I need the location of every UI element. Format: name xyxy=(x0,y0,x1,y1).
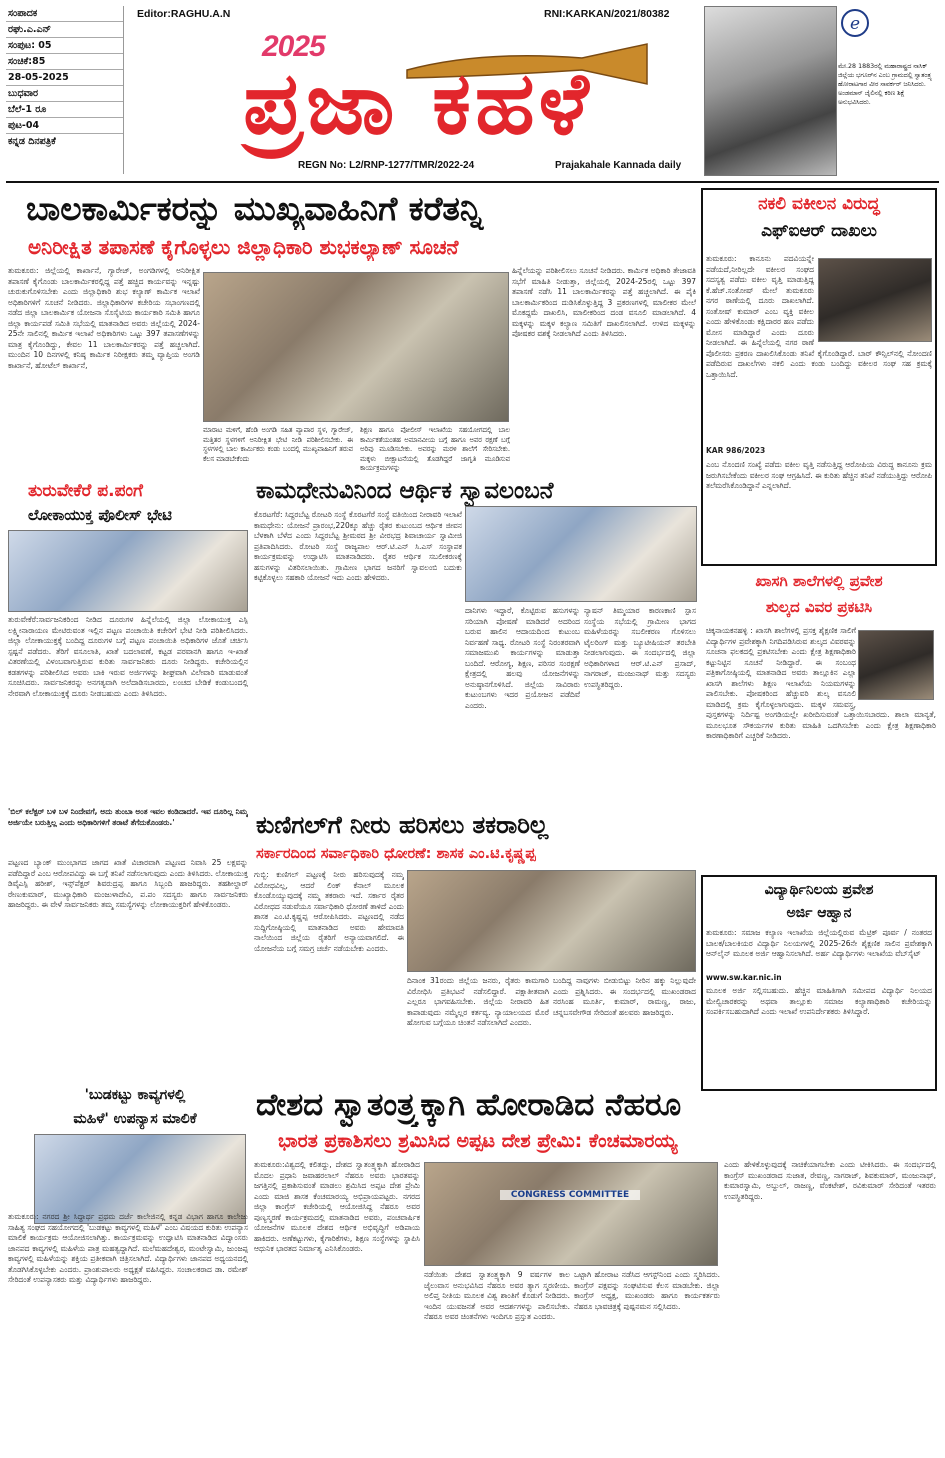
masthead-info-line: ಸಂಪುಟ: 05 xyxy=(6,38,123,54)
masthead-info-line: ರಘು.ಎ.ಎನ್ xyxy=(6,22,123,38)
article-body: ತುಮಕೂರು: ಜಿಲ್ಲೆಯಲ್ಲಿ ಕಾರ್ಖಾನೆ, ಗ್ಯಾರೇಜ್, ಅಂಗಡಿಗಳಲ್ಲಿ ಅನಿರೀಕ್ಷಿತ ತಪಾಸಣೆ ಕೈಗೊಂಡು ಬಾಲಕಾರ್ಮಿಕರಲ್ಲಿದ್ದ ಪತ್ತೆ ಹಚ್ಚಿದ ಕಾರ್ಯವನ್ನು ಇನ್ನಷ್ಟು ಚುರುಕುಗೊಳಿಸಬೇಕು ಎಂದು ಜಿಲ್ಲಾಧಿಕಾರಿ ಶುಭ ಕಲ್ಯಾಣ್ ಕಾರ್ಮಿಕ ಇಲಾಖೆ ಅಧಿಕಾರಿಗಳಿಗೆ ಸೂಚನೆ ನೀಡಿದರು. ಜಿಲ್ಲಾಧಿಕಾರಿಗಳ ಕಚೇರಿಯ ಸಭಾಂಗಣದಲ್ಲಿ ನಡೆದ ಜಿಲ್ಲಾ ಬಾಲಕಾರ್ಮಿಕ ಯೋಜನಾ ಸೊಸೈಟಿಯ ಕಾರ್ಯಕಾರಿ ಸಮಿತಿ ಹಾಗೂ ಜಿಲ್ಲಾ ಕಾರ್ಯಪಡೆ ಸಮಿತಿ ಸಭೆಯಲ್ಲಿ ಮಾತನಾಡಿದ ಅವರು ಜಿಲ್ಲೆಯಲ್ಲಿ 2024-25ನೇ ಸಾಲಿನಲ್ಲಿ ಕಾರ್ಮಿಕ ಇಲಾಖೆ ಅಧಿಕಾರಿಗಳು ಒಟ್ಟು 397 ತಪಾಸಣೆಗಳನ್ನು ಮಾತ್ರ ಕೈಗೊಂಡಿದ್ದು, ಕೇವಲ 11 ಬಾಲಕಾರ್ಮಿಕರನ್ನು ಪತ್ತೆ ಹಚ್ಚಲಾಗಿದೆ. ಮುಂದಿನ 10 ದಿನಗಳಲ್ಲಿ ಕನಿಷ್ಠ ಕಾರ್ಮಿಕ ನಿರೀಕ್ಷಕರು ತಮ್ಮ ವ್ಯಾಪ್ತಿಯ ಅಂಗಡಿ ಕಾರ್ಖಾನೆ, ಹೋಟೆಲ್ ಕಾರ್ಖಾನೆ, xyxy=(8,266,200,370)
article-body: ಬಂದಿದ್ದ ನಾವುಗಳು ಬೀಡುಬಿಟ್ಟು ನೀರಿನ ಹಕ್ಕು ನಿಲ್ಲುವುದೇ ಎಂದು ಪ್ರಶ್ನಿಸಿದರು. ಈ ಸಂದರ್ಭದಲ್ಲಿ ಮುಖಂಡರಾದ ನರಸಿಂಹ ಮೂರ್ತಿ, ಕುಮಾರ್, ರಾಮಣ್ಣ, ರಾಜು, ಚನ್ನಬಸವೇಗೌಡ ಸೇರಿದಂತೆ ಹಲವರು ಹಾಜರಿದ್ದರು. xyxy=(553,976,696,1017)
article-body: ತುಮಕೂರು: ಸಮಾಜ ಕಲ್ಯಾಣ ಇಲಾಖೆಯ ಜಿಲ್ಲೆಯಲ್ಲಿರುವ ಮೆಟ್ರಿಕ್ ಪೂರ್ವ / ನಂತರದ ಬಾಲಕ/ಬಾಲಕಿಯರ ವಿದ್ಯಾರ್ಥಿ ನಿಲಯಗಳಲ್ಲಿ 2025-26ನೇ ಶೈಕ್ಷಣಿಕ ಸಾಲಿನ ಪ್ರವೇಶಕ್ಕಾಗಿ ಆನ್‌ಲೈನ್ ಮೂಲಕ ಅರ್ಜಿ ಆಹ್ವಾನಿಸಲಾಗಿದೆ. ಅರ್ಹ ವಿದ್ಯಾರ್ಥಿಗಳು ಇಲಾಖೆಯ ವೆಬ್‌ಸೈಟ್ xyxy=(706,928,932,958)
article-body: ಪಟ್ಟಣದ ಬ್ಯಾಂಕ್ ಮುಂಭಾಗದ ಜಾಗದ ಖಾತೆ ವಿಚಾರವಾಗಿ ಪಟ್ಟಣದ ನಿವಾಸಿ 25 ಲಕ್ಷವನ್ನು ಪಡೆದಿದ್ದಾರೆ ಎಂಬ ಆರೋಪವಿದ್ದು ಈ ಬಗ್ಗೆ ತನಿಖೆ ನಡೆಸಲಾಗುವುದು ಎಂದು ತಿಳಿಸಿದರು. ಲೋಕಾಯುಕ್ತ ಡಿವೈಎಸ್ಪಿ ಹರೀಶ್, ಇನ್ಸ್‌ಪೆಕ್ಟರ್ ಶಿವರುದ್ರಪ್ಪ ಹಾಗೂ ಸಿಬ್ಬಂದಿ ಹಾಜರಿದ್ದರು. ತಹಶೀಲ್ದಾರ್ ರೇಣುಕುಮಾರ್, ಮುಖ್ಯಾಧಿಕಾರಿ ಮಂಜುಳಾದೇವಿ, ಪ.ಪಂ ಸದಸ್ಯರು ಹಾಗೂ ಸಾರ್ವಜನಿಕರು ಹಾಜರಿದ್ದರು. ಈ ವೇಳೆ ಸಾರ್ವಜನಿಕರು ತಮ್ಮ ಸಮಸ್ಯೆಗಳನ್ನು ಲೋಕಾಯುಕ್ತರಿಗೆ ಹೇಳಿಕೊಂಡರು. xyxy=(8,858,248,909)
mla-press-photo xyxy=(407,870,696,972)
quote-text: 'ಬಿಲ್ ಕಲೆಕ್ಟರ್ ಬಳಿ ಬಳ ನಿಂದೇವಗೆ, ಅದು ತುಂಬಾ ಅಂತ ಇವಲ ಕಂಡಿದಾದರೆ. ಇವ ದೂರಿಲ್ಲ ನಿಮ್ಮ ಅರ್ಜಿಯೇ ಬರುತ್ತಿಲ್ಲ ಎಂದು ಅಧಿಕಾರಿಗಳಿಗೆ ತರಾಟೆ ತೆಗೆದುಕೊಂಡರು.' xyxy=(8,807,248,827)
article-body: ತುಮಕೂರು:ವಿಶ್ವದಲ್ಲಿ ಕಲಿತದ್ದು, ದೇಶದ ಸ್ವಾತಂತ್ರ್ಯಕ್ಕಾಗಿ ಹೋರಾಡಿದ ಮೊದಲ ಪ್ರಧಾನಿ ಜವಾಹರಲಾಲ್ ನೆಹರೂ ಅವರು ಭಾರತವನ್ನು ಜಗತ್ತಿನಲ್ಲಿ ಪ್ರಕಾಶಿಸುವಂತೆ ಮಾಡಲು ಶ್ರಮಿಸಿದ ಅಪ್ಪಟ ದೇಶ ಪ್ರೇಮಿ ಎಂದು ಮಾಜಿ ಶಾಸಕ ಕೆಂಚಮಾರಯ್ಯ ಅಭಿಪ್ರಾಯಪಟ್ಟರು. ನಗರದ ಜಿಲ್ಲಾ ಕಾಂಗ್ರೆಸ್ ಕಚೇರಿಯಲ್ಲಿ ಆಯೋಜಿಸಿದ್ದ ನೆಹರೂ ಅವರ ಪುಣ್ಯಸ್ಮರಣೆ ಕಾರ್ಯಕ್ರಮದಲ್ಲಿ ಮಾತನಾಡಿದ ಅವರು, ಪಂಚವಾರ್ಷಿಕ ಯೋಜನೆಗಳ ಮೂಲಕ ದೇಶದ ಆರ್ಥಿಕ ಅಭಿವೃದ್ಧಿಗೆ ಅಡಿಪಾಯ ಹಾಕಿದರು. ಅಣೆಕಟ್ಟುಗಳು, ಕೈಗಾರಿಕೆಗಳು, ಶಿಕ್ಷಣ ಸಂಸ್ಥೆಗಳನ್ನು ಸ್ಥಾಪಿಸಿ ಆಧುನಿಕ ಭಾರತದ ನಿರ್ಮಾತೃ ಎನಿಸಿಕೊಂಡರು. xyxy=(254,1160,420,1253)
masthead-info-line: ಸಂಪಾದಕ xyxy=(6,6,123,22)
rni-number: RNI:KARKAN/2021/80382 xyxy=(544,8,670,20)
headline-child-labour: ಬಾಲಕಾರ್ಮಿಕರನ್ನು ಮುಖ್ಯವಾಹಿನಿಗೆ ಕರೆತನ್ನಿ xyxy=(26,189,483,228)
subheadline-private-schools: ಶುಲ್ಕದ ವಿವರ ಪ್ರಕಟಿಸಿ xyxy=(765,598,873,616)
edition-year: 2025 xyxy=(262,30,325,63)
subheadline-turuvekere: ಲೋಕಾಯುಕ್ತ ಪೊಲೀಸ್ ಭೇಟಿ xyxy=(28,506,172,524)
editor-name: Editor:RAGHU.A.N xyxy=(137,8,231,20)
article-body: ಹಿನ್ನೆಲೆಯನ್ನು ಪರಿಶೀಲಿಸಲು ಸೂಚನೆ ನೀಡಿದರು. ಕಾರ್ಮಿಕ ಅಧಿಕಾರಿ ತೇಜಾವತಿ ಸಭೆಗೆ ಮಾಹಿತಿ ನೀಡುತ್ತಾ, ಜಿಲ್ಲೆಯಲ್ಲಿ 2024-25ರಲ್ಲಿ ಒಟ್ಟು 397 ತಪಾಸಣೆ ನಡೆಸಿ 11 ಬಾಲಕಾರ್ಮಿಕರನ್ನು ಪತ್ತೆ ಹಚ್ಚಲಾಗಿದೆ. ಈ ಪೈಕಿ ಬಾಲಕಾರ್ಮಿಕರಿಂದ ದುಡಿಸಿಕೊಳ್ಳುತ್ತಿದ್ದ 3 ಪ್ರಕರಣಗಳಲ್ಲಿ ಮಾಲೀಕರ ಮೇಲೆ ಮೊಕದ್ದಮೆ ದಾಖಲಿಸಿ, ಮಾಲೀಕರಿಂದ ದಂಡ ವಸೂಲಿ ಮಾಡಲಾಗಿದೆ. 4 ಮಕ್ಕಳನ್ನು ಮಕ್ಕಳ ಕಲ್ಯಾಣ ಸಮಿತಿಗೆ ದಾಖಲಿಸಲಾಗಿದೆ. ಉಳಿದ ಮಕ್ಕಳನ್ನು ಪೋಷಕರ ವಶಕ್ಕೆ ನೀಡಲಾಗಿದೆ ಎಂದು ತಿಳಿಸಿದರು. xyxy=(512,266,696,338)
article-body xyxy=(706,254,932,442)
headline-kunigal: ಕುಣಿಗಲ್‌ಗೆ ನೀರು ಹರಿಸಲು ತಕರಾರಿಲ್ಲ xyxy=(256,811,549,839)
congress-banner-text: CONGRESS COMMITTEE xyxy=(500,1190,640,1200)
article-body: ತುರುವೇಕೆರೆ:ಸಾರ್ವಜನಿಕರಿಂದ ನೀಡಿದ ದೂರುಗಳ ಹಿನ್ನೆಲೆಯಲ್ಲಿ ಜಿಲ್ಲಾ ಲೋಕಾಯುಕ್ತ ಎಸ್ಪಿ ಲಕ್ಷ್ಮೀನಾರಾಯಣ ಮೇಟಿರುವಂತ ಇಲ್ಲಿನ ಪಟ್ಟಣ ಪಂಚಾಯಿತಿ ಕಚೇರಿಗೆ ಭೇಟಿ ನೀಡಿ ಪರಿಶೀಲಿಸಿದರು. ಜಿಲ್ಲಾ ಲೋಕಾಯುಕ್ತಕ್ಕೆ ಬಂದಿದ್ದ ದೂರುಗಳ ಬಗ್ಗೆ ಪಟ್ಟಣ ಪಂಚಾಯಿತಿ ಅಧಿಕಾರಿಗಳ ಜೊತೆ ಚರ್ಚಿಸಿ ಸ್ಪಷ್ಟನೆ ಪಡೆದರು. ತೆರಿಗೆ ವಸೂಲಾತಿ, ಖಾತೆ ಬದಲಾವಣೆ, ಕಟ್ಟಡ ಪರವಾನಗಿ ಹಾಗೂ ಇ-ಖಾತೆ ವಿತರಣೆಯಲ್ಲಿ ವಿಳಂಬವಾಗುತ್ತಿರುವ ಕುರಿತು ಸಾರ್ವಜನಿಕರು ದೂರು ನೀಡಿದ್ದರು. ಕಚೇರಿಯಲ್ಲಿನ ಕಡತಗಳನ್ನು ಪರಿಶೀಲಿಸಿದ ಅವರು ಬಾಕಿ ಇರುವ ಅರ್ಜಿಗಳನ್ನು ಶೀಘ್ರವಾಗಿ ವಿಲೇವಾರಿ ಮಾಡುವಂತೆ ಸೂಚಿಸಿದರು. ಸಾರ್ವಜನಿಕರನ್ನು ಅನಗತ್ಯವಾಗಿ ಅಲೆದಾಡಿಸಬಾರದು, ಲಂಚದ ಬೇಡಿಕೆ ಕಂಡುಬಂದಲ್ಲಿ ನೇರವಾಗಿ ಲೋಕಾಯುಕ್ತಕ್ಕೆ ದೂರು ನೀಡಬಹುದು ಎಂದು ತಿಳಿಸಿದರು. xyxy=(8,615,248,698)
article-body: ನ್ಯಾಷನ್ ತಿಮ್ಮಯಾರ ಕಾರಣಕಾಣಿ ಸ್ಪಾಸ ಸಂಸ್ಥೆಯ ಸಭೆಯಲ್ಲಿ ಗ್ರಾಮೀಣ ಭಾಗದ ಮಹಿಳೆಯರನ್ನು ಸಬಲೀಕರಣ ಗೊಳಿಸಲು ಟೈಲರಿಂಗ್ ಮತ್ತು ಬ್ಯೂಟೀಷಿಯನ್ ತರಬೇತಿ ನೀಡಲಾಗುವುದು. ಈ ಸಂದರ್ಭದಲ್ಲಿ ಜಿಲ್ಲಾ ಅಧಿಕಾರಿಗಳಾದ ಆರ್.ಟಿ.ಎನ್ ಪ್ರಸಾದ್, ನಾಗರಾಜ್, ಮಂಜುನಾಥ್ ಮತ್ತು ಸದಸ್ಯರು ಉಪಸ್ಥಿತರಿದ್ದರು. xyxy=(584,606,696,689)
headline-private-schools: ಖಾಸಗಿ ಶಾಲೆಗಳಲ್ಲಿ ಪ್ರವೇಶ xyxy=(755,572,883,590)
hostel-subheadline: ಅರ್ಜಿ ಆಹ್ವಾನ xyxy=(786,905,852,921)
subheadline-child-labour: ಅನಿರೀಕ್ಷಿತ ತಪಾಸಣೆ ಕೈಗೊಳ್ಳಲು ಜಿಲ್ಲಾಧಿಕಾರಿ ಶುಭಕಲ್ಯಾಣ್ ಸೂಚನೆ xyxy=(28,235,459,259)
article-body: ಗುಬ್ಬಿ: ಕುಣಿಗಲ್ ಪಟ್ಟಣಕ್ಕೆ ನೀರು ಹರಿಸುವುದಕ್ಕೆ ನಮ್ಮ ವಿರೋಧವಿಲ್ಲ, ಆದರೆ ಲಿಂಕ್ ಕೆನಾಲ್ ಮೂಲಕ ಕೊಂಡೊಯ್ಯುವುದಕ್ಕೆ ನಮ್ಮ ತಕರಾರು ಇದೆ. ಸರ್ಕಾರ ರೈತರ ವಿರೋಧದ ನಡುವೆಯೂ ಸರ್ವಾಧಿಕಾರಿ ಧೋರಣೆ ತಾಳಿದೆ ಎಂದು ಶಾಸಕ ಎಂ.ಟಿ.ಕೃಷ್ಣಪ್ಪ ಆರೋಪಿಸಿದರು. ಪಟ್ಟಣದಲ್ಲಿ ನಡೆದ ಸುದ್ದಿಗೋಷ್ಠಿಯಲ್ಲಿ ಮಾತನಾಡಿದ ಅವರು ಹೇಮಾವತಿ ನಾಲೆಯಿಂದ ಜಿಲ್ಲೆಯ ರೈತರಿಗೆ ಅನ್ಯಾಯವಾಗಲಿದೆ. ಈ ಯೋಜನೆಯ ಬಗ್ಗೆ ಸಮಗ್ರ ಚರ್ಚೆ ನಡೆಯಬೇಕು ಎಂದರು. xyxy=(254,870,404,953)
sidebar-headline-1: ನಕಲಿ ವಕೀಲನ ವಿರುದ್ಧ xyxy=(758,194,880,214)
sidebar-headline-2: ಎಫ್‌ಐಆರ್ ದಾಖಲು xyxy=(761,221,877,241)
article-text: ಚಿಕ್ಕನಾಯಕನಹಳ್ಳಿ : ಖಾಸಗಿ ಶಾಲೆಗಳಲ್ಲಿ ಪ್ರಸಕ್ತ ಶೈಕ್ಷಣಿಕ ಸಾಲಿಗೆ ವಿದ್ಯಾರ್ಥಿಗಳ ಪ್ರವೇಶಕ್ಕಾಗಿ ನಿಗದಿಪಡಿಸಿರುವ ಶುಲ್ಕದ ವಿವರವನ್ನು ಸೂಚನಾ ಫಲಕದಲ್ಲಿ ಪ್ರಕಟಿಸಬೇಕು ಎಂದು ಕ್ಷೇತ್ರ ಶಿಕ್ಷಣಾಧಿಕಾರಿ ಕಟ್ಟುನಿಟ್ಟಿನ ಸೂಚನೆ ನೀಡಿದ್ದಾರೆ. ಈ ಸಂಬಂಧ ಪತ್ರಿಕಾಗೋಷ್ಠಿಯಲ್ಲಿ ಮಾತನಾಡಿದ ಅವರು ತಾಲ್ಲೂಕಿನ ಎಲ್ಲಾ ಖಾಸಗಿ ಶಾಲೆಗಳು ಶಿಕ್ಷಣ ಇಲಾಖೆಯ ನಿಯಮಗಳನ್ನು ಪಾಲಿಸಬೇಕು. ಪೋಷಕರಿಂದ ಹೆಚ್ಚುವರಿ ಶುಲ್ಕ ವಸೂಲಿ ಮಾಡಿದಲ್ಲಿ ಕ್ರಮ ಕೈಗೊಳ್ಳಲಾಗುವುದು. ಮಕ್ಕಳ ಸಮವಸ್ತ್ರ, ಪುಸ್ತಕಗಳನ್ನು ನಿರ್ದಿಷ್ಟ ಅಂಗಡಿಯಲ್ಲೇ ಖರೀದಿಸುವಂತೆ ಒತ್ತಾಯಿಸಬಾರದು. ಶಾಲಾ ಮಾನ್ಯತೆ, ಮೂಲಭೂತ ಸೌಕರ್ಯಗಳ ಕುರಿತು ಮಾಹಿತಿ ಒದಗಿಸಬೇಕು ಎಂದು ಕ್ಷೇತ್ರ ಶಿಕ್ಷಣಾಧಿಕಾರಿ ಕಾರಣಾಧಿಕಾರಿಗೆ ಎಚ್ಚರಿಕೆ ನೀಡಿದರು. xyxy=(706,626,936,740)
portrait-caption: ಮೇ.28 1883ರಲ್ಲಿ ಮಹಾರಾಷ್ಟ್ರದ ನಾಸಿಕ್ ಜಿಲ್ಲೆಯ ಭಗೂರ್‌ನ ಎಂಬ ಗ್ರಾಮದಲ್ಲಿ ಸ್ವಾತಂತ್ರ್ಯ ಹೋರಾಟಗಾರ ವೀರ ಸಾವರ್ಕರ್ ಜನಿಸಿದರು. ಅಂಡಮಾನ್ ಜೈಲಿನಲ್ಲಿ ಕಠಿಣ ಶಿಕ್ಷೆ ಅನುಭವಿಸಿದರು. xyxy=(838,63,933,106)
article-body xyxy=(706,626,936,872)
headline-lecture: 'ಬುಡಕಟ್ಟು ಕಾವ್ಯಗಳಲ್ಲಿ xyxy=(84,1087,186,1103)
headline-nehru: ದೇಶದ ಸ್ವಾತಂತ್ರ್ಯಕ್ಕಾಗಿ ಹೋರಾಡಿದ ನೆಹರೂ xyxy=(256,1087,682,1123)
article-body: ಎಂಬ ನೊಂದಣಿ ಸಂಖ್ಯೆ ಪಡೆದು ವಕೀಲ ವೃತ್ತಿ ನಡೆಸುತ್ತಿದ್ದ ಆರೋಪಿಯ ವಿರುದ್ಧ ಕಾನೂನು ಕ್ರಮ ಜರುಗಿಸಬೇಕೆಂದು ವಕೀಲರ ಸಂಘ ಆಗ್ರಹಿಸಿದೆ. ಈ ಕುರಿತು ಹೆಚ್ಚಿನ ತನಿಖೆ ನಡೆಯುತ್ತಿದ್ದು ಆರೋಪಿ ತಲೆಮರೆಸಿಕೊಂಡಿದ್ದಾನೆ ಎನ್ನಲಾಗಿದೆ. xyxy=(706,460,932,490)
subheadline-nehru: ಭಾರತ ಪ್ರಕಾಶಿಸಲು ಶ್ರಮಿಸಿದ ಅಪ್ಪಟ ದೇಶ ಪ್ರೇಮಿ: ಕೆಂಚಮಾರಯ್ಯ xyxy=(278,1130,678,1152)
lecture-photo xyxy=(34,1134,246,1224)
newspaper-english-name: Prajakahale Kannada daily xyxy=(555,160,682,171)
nehru-memorial-photo xyxy=(424,1162,718,1266)
article-body: ಒಟ್ಟಾಗಿ ಹೋರಾಟ ನಡೆಸಿದ ಆಗಸ್ಟ್‌ನಿಂದ ಎಂದು ಸ್ಮರಿಸಿದರು. ಕಾಂಗ್ರೆಸ್ ಪಕ್ಷವನ್ನು ಸಂಘಟಿಸುವ ಕೆಲಸ ಮಾಡಬೇಕು. ಜಿಲ್ಲಾ ಕಾಂಗ್ರೆಸ್ ಅಧ್ಯಕ್ಷ, ಮುಖಂಡರು ಹಾಗೂ ಕಾರ್ಯಕರ್ತರು ನೆಹರೂ ಭಾವಚಿತ್ರಕ್ಕೆ ಪುಷ್ಪನಮನ ಸಲ್ಲಿಸಿದರು. xyxy=(574,1270,720,1311)
article-body: ದಿನಾಂಕ 31ರಂದು ಜಿಲ್ಲೆಯ ಜನರು, ರೈತರು ಕಾಮಗಾರಿ ವಿರೋಧಿಸಿ ಪ್ರತಿಭಟನೆ ನಡೆಸಲಿದ್ದಾರೆ. ಪಕ್ಷಾತೀತವಾಗಿ ಎಲ್ಲರೂ ಭಾಗವಹಿಸಬೇಕು. ಜಿಲ್ಲೆಯ ನೀರಾವರಿ ಹಿತ ಕಾಪಾಡುವುದು ನಮ್ಮೆಲ್ಲರ ಕರ್ತವ್ಯ. ನ್ಯಾಯಾಲಯದ ಮೊರೆ ಹೋಗುವ ಬಗ್ಗೆಯೂ ಚಿಂತನೆ ನಡೆಸಲಾಗಿದೆ ಎಂದರು. xyxy=(407,976,549,1027)
photo-spacer xyxy=(814,254,932,344)
article-body: ಎಂದು ಹೇಳಿಕೊಳ್ಳುವುದಕ್ಕೆ ನಾಚಿಕೆಯಾಗಬೇಕು ಎಂದು ಟೀಕಿಸಿದರು. ಈ ಸಂದರ್ಭದಲ್ಲಿ ಕಾಂಗ್ರೆಸ್ ಮುಖಂಡರಾದ ಸುಜಾತ, ರೇವಣ್ಣ, ನಾಗರಾಜ್, ಶಿವಕುಮಾರ್, ಮಂಜುನಾಥ್, ಕುಮಾರಸ್ವಾಮಿ, ಅಬ್ದುಲ್, ರಾಜಣ್ಣ, ವೆಂಕಟೇಶ್, ರವಿಕುಮಾರ್ ಸೇರಿದಂತೆ ಇತರರು ಉಪಸ್ಥಿತರಿದ್ದರು. xyxy=(724,1160,936,1201)
masthead-info-line: 28-05-2025 xyxy=(6,70,123,86)
article-body: ಶಿಕ್ಷಣ ಹಾಗೂ ಪೋಲೀಸ್ ಇಲಾಖೆಯ ಸಹಯೋಗದಲ್ಲಿ ಬಾಲ ಕಾರ್ಮಿಕತೆಯಂತಹ ಅಮಾನವೀಯ ಬಗ್ಗೆ ಹಾಗೂ ಅವರ ರಕ್ಷಣೆ ಬಗ್ಗೆ ಅರಿವು ಮೂಡಿಸಬೇಕು. ಅವರನ್ನು ಮರಳಿ ಶಾಲೆಗೆ ಸೇರಿಸಬೇಕು. ಮಕ್ಕಳು ಬೀಕ್ಷಾಟನೆಯಲ್ಲಿ ತೊಡಗಿದ್ದರೆ ಜಾಗೃತಿ ಮೂಡಿಸುವ ಕಾರ್ಯಕ್ರಮಗಳನ್ನು xyxy=(360,426,510,472)
article-body: ನಡೆಯಿತು ದೇಶದ ಸ್ವಾತಂತ್ರ್ಯಕ್ಕಾಗಿ 9 ವರ್ಷಗಳ ಕಾಲ ಜೈಲುವಾಸ ಅನುಭವಿಸಿದ ನೆಹರೂ ಅವರ ತ್ಯಾಗ ಸ್ಮರಣೀಯ. ಅಲಿಪ್ತ ನೀತಿಯ ಮೂಲಕ ವಿಶ್ವ ಶಾಂತಿಗೆ ಕೊಡುಗೆ ನೀಡಿದರು. ಇಂದಿನ ಯುವಜನತೆ ಅವರ ಆದರ್ಶಗಳನ್ನು ಪಾಲಿಸಬೇಕು. ನೆಹರೂ ಅವರ ಚಿಂತನೆಗಳು ಇಂದಿಗೂ ಪ್ರಸ್ತುತ ಎಂದರು. xyxy=(424,1270,570,1321)
subheadline-lecture: ಮಹಿಳೆ' ಉಪನ್ಯಾಸ ಮಾಲಿಕೆ xyxy=(73,1111,197,1127)
article-body: ಮೂಲಕ ಅರ್ಜಿ ಸಲ್ಲಿಸಬಹುದು. ಹೆಚ್ಚಿನ ಮಾಹಿತಿಗಾಗಿ ಸಮೀಪದ ವಿದ್ಯಾರ್ಥಿ ನಿಲಯದ ಮೇಲ್ವಿಚಾರಕರನ್ನು ಅಥವಾ ತಾಲ್ಲೂಕು ಸಮಾಜ ಕಲ್ಯಾಣಾಧಿಕಾರಿ ಕಚೇರಿಯನ್ನು ಸಂಪರ್ಕಿಸಬಹುದಾಗಿದೆ ಎಂದು ಇಲಾಖೆ ಉಪನಿರ್ದೇಶಕರು ತಿಳಿಸಿದ್ದಾರೆ. xyxy=(706,986,932,1016)
headline-kamadhenu: ಕಾಮಧೇನುವಿನಿಂದ ಆರ್ಥಿಕ ಸ್ವಾವಲಂಬನೆ xyxy=(256,478,554,504)
registration-number: REGN No: L2/RNP-1277/TMR/2022-24 xyxy=(298,160,475,171)
registration-reference: KAR 986/2023 xyxy=(706,446,766,455)
article-body: ದಾನಿಗಳು ಇದ್ದಾರೆ, ಕೊಟ್ಟಿರುವ ಹಸುಗಳನ್ನು ಸರಿಯಾಗಿ ಪೋಷಣೆ ಮಾಡಿದರೆ ಅದರಿಂದ ಬರುವ ಹಾಲಿನ ಆದಾಯದಿಂದ ಕುಟುಂಬ ನಿರ್ವಹಣೆ ಸಾಧ್ಯ. ರೋಟರಿ ಸಂಸ್ಥೆ ನಿರಂತರವಾಗಿ ಸಮಾಜಮುಖಿ ಕಾರ್ಯಗಳನ್ನು ಮಾಡುತ್ತಾ ಬಂದಿದೆ. ಆರೋಗ್ಯ, ಶಿಕ್ಷಣ, ಪರಿಸರ ಸಂರಕ್ಷಣೆ ಕ್ಷೇತ್ರದಲ್ಲಿ ಹಲವು ಯೋಜನೆಗಳನ್ನು ಅನುಷ್ಠಾನಗೊಳಿಸಿದೆ. ಜಿಲ್ಲೆಯ ಸಾವಿರಾರು ಕುಟುಂಬಗಳು ಇದರ ಪ್ರಯೋಜನ ಪಡೆದಿವೆ ಎಂದರು. xyxy=(465,606,580,710)
hostel-headline: ವಿದ್ಯಾರ್ಥಿನಿಲಯ ಪ್ರವೇಶ xyxy=(764,882,874,898)
masthead-info-line: ಬುಧವಾರ xyxy=(6,86,123,102)
website-url: www.sw.kar.nic.in xyxy=(706,973,782,982)
photo-spacer xyxy=(856,626,936,702)
e-paper-logo-icon xyxy=(840,8,870,38)
masthead-info-column xyxy=(6,6,124,174)
article-body: ತುಮಕೂರು: ನಗರದ ಶ್ರೀ ಸಿದ್ಧಾರ್ಥ ಪ್ರಥಮ ದರ್ಜೆ ಕಾಲೇಜಿನಲ್ಲಿ ಕನ್ನಡ ವಿಭಾಗ ಹಾಗೂ ಕಾಲೇಜು ಸಾಹಿತ್ಯ ಸಂಘದ ಸಹಯೋಗದಲ್ಲಿ 'ಬುಡಕಟ್ಟು ಕಾವ್ಯಗಳಲ್ಲಿ ಮಹಿಳೆ' ಎಂಬ ವಿಷಯದ ಕುರಿತು ಉಪನ್ಯಾಸ ಮಾಲಿಕೆ ಕಾರ್ಯಕ್ರಮ ಆಯೋಜಿಸಲಾಗಿತ್ತು. ಕಾರ್ಯಕ್ರಮವನ್ನು ಉದ್ಘಾಟಿಸಿ ಮಾತನಾಡಿದ ವಿದ್ವಾಂಸರು ಜಾನಪದ ಕಾವ್ಯಗಳಲ್ಲಿ ಮಹಿಳೆಯ ಪಾತ್ರ ಮಹತ್ವದ್ದಾಗಿದೆ. ಮಲೆಮಹದೇಶ್ವರ, ಮಂಟೇಸ್ವಾಮಿ, ಜುಂಜಪ್ಪ ಕಾವ್ಯಗಳಲ್ಲಿ ಮಹಿಳೆಯನ್ನು ಶಕ್ತಿಯ ಪ್ರತೀಕವಾಗಿ ಚಿತ್ರಿಸಲಾಗಿದೆ. ವಿದ್ಯಾರ್ಥಿಗಳು ಜಾನಪದ ಅಧ್ಯಯನದಲ್ಲಿ ತೊಡಗಿಸಿಕೊಳ್ಳಬೇಕು ಎಂದರು. ಪ್ರಾಂಶುಪಾಲರು ಅಧ್ಯಕ್ಷತೆ ವಹಿಸಿದ್ದರು. ಸಂಚಾಲಕರಾದ ಡಾ. ರಮೇಶ್ ಸೇರಿದಂತೆ ಉಪನ್ಯಾಸಕರು ಮತ್ತು ವಿದ್ಯಾರ್ಥಿಗಳು ಹಾಜರಿದ್ದರು. xyxy=(8,1212,248,1284)
masthead-info-line: ಸಂಚಿಕೆ:85 xyxy=(6,54,123,70)
article-text: ತುಮಕೂರು: ಕಾನೂನು ಪದವಿಯನ್ನೇ ಪಡೆಯದೆ,ನೀರಿಲ್ಲದೇ ವಕೀಲರ ಸಂಘದ ಸದಸ್ಯತ್ವ ಪಡೆದು ವಕೀಲ ವೃತ್ತಿ ಮಾಡುತ್ತಿದ್ದ ಕೆ.ಹೆಚ್.ಸಂತೋಷ್ ಮೇಲೆ ತುಮಕೂರು ನಗರ ಠಾಣೆಯಲ್ಲಿ ದೂರು ದಾಖಲಾಗಿದೆ. ಸಂತೋಷ್ ಕುಮಾರ್ ಎಂಬ ವ್ಯಕ್ತಿ ವಕೀಲ ಎಂದು ಹೇಳಿಕೊಂಡು ಕಕ್ಷಿದಾರರ ಹಣ ಪಡೆದು ಮೋಸ ಮಾಡಿದ್ದಾರೆ ಎಂದು ದೂರು ನೀಡಲಾಗಿದೆ. ಈ ಹಿನ್ನೆಲೆಯಲ್ಲಿ ನಗರ ಠಾಣೆ ಪೊಲೀಸರು ಪ್ರಕರಣ ದಾಖಲಿಸಿಕೊಂಡು ತನಿಖೆ ಕೈಗೊಂಡಿದ್ದಾರೆ. ಬಾರ್ ಕೌನ್ಸಿಲ್‌ನಲ್ಲಿ ನೋಂದಣಿ ಪಡೆದಿರುವ ದಾಖಲೆಗಳು ನಕಲಿ ಎಂದು ಕಂಡು ಬಂದಿದ್ದು ವಕೀಲರ ಸಂಘ ಸಹ ಕ್ರಮಕ್ಕೆ ಒತ್ತಾಯಿಸಿದೆ. xyxy=(706,254,932,379)
article-body: ಕೊರಟಗೆರೆ: ಸಿದ್ದರಬೆಟ್ಟ ರೋಟರಿ ಸಂಸ್ಥೆ ಕೊರಟಗೆರೆ ಸಂಸ್ಥೆ ವತಿಯಿಂದ ನೀರಾವರಿ ಇಲಾಖೆ ಕಾಮಧೇನು: ಯೋಜನೆ ಪ್ರಾರಂಭ,220ಕ್ಕೂ ಹೆಚ್ಚು ರೈತರ ಕುಟುಂಬದ ಆರ್ಥಿಕ ಜೀವನ ಬೆಳಕಾಗಿ ಬೆಳೆದ ಎಂದು ಸಿದ್ದರಬೆಟ್ಟ ಶ್ರೀಮಠದ ಶ್ರೀ ವೀರಭದ್ರ ಶಿವಾಚಾರ್ಯ ಸ್ವಾಮೀಜಿ ಪ್ರತಿಪಾದಿಸಿದರು. ರೋಟರಿ ಸಂಸ್ಥೆ ರಾಜ್ಯಪಾಲ ಆರ್.ಟಿ.ಎನ್ ಸಿ.ಎಸ್ ಸಂಸ್ಥಾಪಕ ಕಾರ್ಯಕ್ರಮವನ್ನು ಉದ್ಘಾಟಿಸಿ ಮಾತನಾಡಿದರು. ರೈತರ ಆರ್ಥಿಕ ಸಬಲೀಕರಣಕ್ಕೆ ಹಸುಗಳನ್ನು ವಿತರಿಸಲಾಯಿತು. ಗ್ರಾಮೀಣ ಭಾಗದ ಜನರಿಗೆ ಸ್ವಾವಲಂಬಿ ಬದುಕು ಕಟ್ಟಿಕೊಳ್ಳಲು ಸಹಕಾರಿ ಯೋಜನೆ ಇದು ಎಂದು ಹೇಳಿದರು. xyxy=(254,510,462,582)
masthead-info-line: ಪುಟ-04 xyxy=(6,118,123,134)
masthead-info-line: ಬೆಲೆ-1 ರೂ xyxy=(6,102,123,118)
subheadline-kunigal: ಸರ್ಕಾರದಿಂದ ಸರ್ವಾಧಿಕಾರಿ ಧೋರಣೆ: ಶಾಸಕ ಎಂ.ಟಿ.ಕೃಷ್ಣಪ್ಪ xyxy=(256,846,536,862)
headline-turuvekere: ತುರುವೇಕೆರೆ ಪ.ಪಂಗೆ xyxy=(28,481,143,501)
meeting-photo xyxy=(203,272,509,422)
lokayukta-visit-photo xyxy=(8,530,248,612)
masthead-divider xyxy=(6,181,939,183)
svg-text:e: e xyxy=(849,14,861,34)
rotary-event-photo xyxy=(465,506,697,602)
article-body: ಮಾರಾಟ ಮಳಿಗೆ, ಹೆಂಡಿ ಅಂಗಡಿ ಸಹಿತ ವ್ಯಾಪಾರ ಸ್ಥಳ, ಗ್ಯಾರೇಜ್, ಮತ್ತಿತರ ಸ್ಥಳಗಳಿಗೆ ಅನಿರೀಕ್ಷಿತ ಭೇಟಿ ನೀಡಿ ಪರಿಶೀಲಿಸಬೇಕು. ಈ ಸ್ಥಳಗಳಲ್ಲಿ ಬಾಲ ಕಾರ್ಮಿಕರು ಕಂಡು ಬಂದಲ್ಲಿ ಮುಖ್ಯವಾಹಿನಿಗೆ ತರುವ ಕೆಲಸ ಮಾಡಬೇಕೆಂದು xyxy=(203,426,353,463)
masthead-info-line: ಕನ್ನಡ ದಿನಪತ್ರಿಕೆ xyxy=(8,136,56,147)
newspaper-logo: ಪ್ರಜಾ ಕಹಳೆ xyxy=(243,54,593,154)
portrait-photo xyxy=(704,6,837,176)
